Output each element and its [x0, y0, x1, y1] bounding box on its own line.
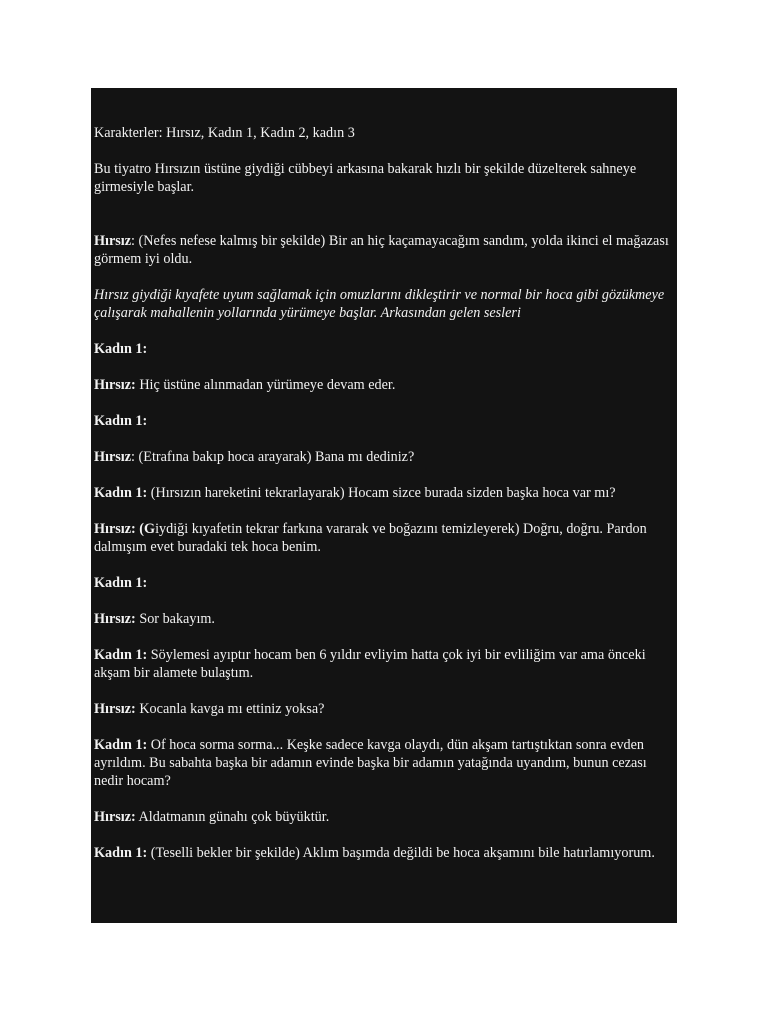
dialogue-text: Aldatmanın günahı çok büyüktür. — [135, 809, 330, 825]
dialogue-line — [94, 700, 671, 718]
dialogue-line — [94, 736, 671, 790]
dialogue-text: (Teselli bekler bir şekilde) Aklım başımda değildi be hoca akşamını bile hatırlamıyorum. — [147, 845, 655, 861]
dialogue-text: (Hırsızın hareketini tekrarlayarak) Hocam sizce burada sizden başka hoca var mı? — [147, 485, 616, 501]
dialogue-line — [94, 376, 671, 394]
speaker-colon: : — [131, 449, 135, 465]
dialogue-line — [94, 412, 671, 430]
speaker-label: Kadın 1: — [94, 845, 148, 861]
dialogue-text: Sor bakayım. — [135, 611, 215, 627]
dialogue-line — [94, 484, 671, 502]
dialogue-text: iydiği kıyafetin tekrar farkına vararak ve boğazını temizleyerek) Doğru, doğru. Pardon dalmışım evet buradaki tek hoca benim. — [94, 521, 647, 555]
speaker-label: Kadın 1: — [94, 341, 148, 357]
dialogue-line — [94, 340, 671, 358]
speaker-label: Kadın 1: — [94, 413, 148, 429]
intro-paragraph: Bu tiyatro Hırsızın üstüne giydiği cübbeyi arkasına bakarak hızlı bir şekilde düzelterek sahneye girmesiyle başlar. — [94, 161, 637, 195]
dialogue-line — [94, 574, 671, 592]
document-page — [91, 88, 677, 923]
speaker-label: Hırsız — [94, 449, 132, 465]
dialogue-text: Söylemesi ayıptır hocam ben 6 yıldır evliyim hatta çok iyi bir evliliğim var ama önceki akşam bir alamete bulaştım. — [94, 647, 646, 681]
dialogue-text: Of hoca sorma sorma... Keşke sadece kavga olaydı, dün akşam tartıştıktan sonra evden ayrıldım. Bu sabahta başka bir adamın evinde başka bir adamın yatağında uyandım, bunun cezası nedir hocam? — [94, 737, 647, 789]
dialogue-text: Kocanla kavga mı ettiniz yoksa? — [135, 701, 325, 717]
speaker-label: Kadın 1: — [94, 485, 148, 501]
speaker-label: Hırsız: — [94, 611, 136, 627]
dialogue-line — [94, 844, 671, 862]
speaker-label: Hırsız: (G — [94, 521, 156, 537]
dialogue-line — [94, 232, 671, 268]
dialogue-line — [94, 610, 671, 628]
speaker-label: Kadın 1: — [94, 737, 148, 753]
speaker-label: Hırsız — [94, 233, 132, 249]
dialogue-text: Hiç üstüne alınmadan yürümeye devam eder. — [135, 377, 396, 393]
dialogue-line — [94, 520, 671, 556]
characters-line: Karakterler: Hırsız, Kadın 1, Kadın 2, kadın 3 — [94, 125, 355, 141]
dialogue-text: (Etrafına bakıp hoca arayarak) Bana mı dediniz? — [135, 449, 415, 465]
dialogue-line — [94, 808, 671, 826]
speaker-label: Hırsız: — [94, 377, 136, 393]
speaker-colon: : — [131, 233, 135, 249]
speaker-label: Hırsız: — [94, 809, 136, 825]
stage-direction: Hırsız giydiği kıyafete uyum sağlamak için omuzlarını dikleştirir ve normal bir hoca gibi gözükmeye çalışarak mahallenin yollarında yürümeye başlar. Arkasından gelen sesleri — [94, 287, 665, 321]
speaker-label: Kadın 1: — [94, 647, 148, 663]
dialogue-line — [94, 448, 671, 466]
speaker-label: Hırsız: — [94, 701, 136, 717]
dialogue-line — [94, 646, 671, 682]
dialogue-text: (Nefes nefese kalmış bir şekilde) Bir an hiç kaçamayacağım sandım, yolda ikinci el mağazası görmem iyi oldu. — [94, 233, 669, 267]
speaker-label: Kadın 1: — [94, 575, 148, 591]
